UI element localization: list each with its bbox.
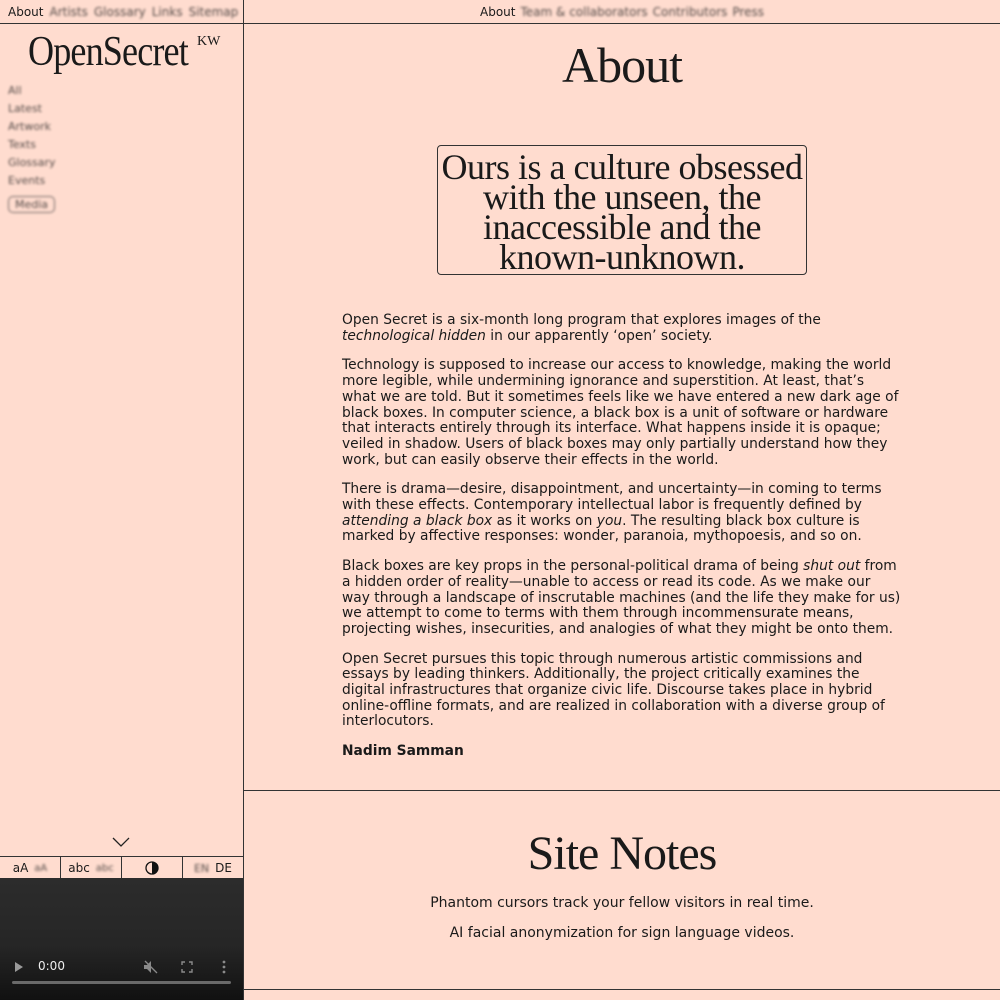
nav-artists[interactable]: Artists bbox=[49, 4, 88, 19]
site-logo[interactable]: OpenSecret bbox=[28, 29, 188, 75]
nav-links[interactable]: Links bbox=[151, 4, 183, 19]
contrast-toggle[interactable] bbox=[122, 857, 183, 879]
display-controls bbox=[0, 856, 243, 879]
font-size-alt: aA bbox=[34, 862, 48, 874]
kw-badge: KW bbox=[197, 34, 221, 49]
filter-latest[interactable]: Latest bbox=[8, 102, 42, 115]
contrast-icon bbox=[145, 861, 159, 875]
site-notes-title: Site Notes bbox=[527, 827, 717, 880]
nav-about[interactable]: About bbox=[8, 4, 44, 19]
paragraph-4: Black boxes are key props in the personal-political drama of being shut out from a hidden order of reality—unable to access or read its code. As we make our way through a landscape of inscrutable machines (and the life they make for us) we attempt to come to terms with them through incommensurate means, projecting wishes, insecurities, and analogies of what they might be onto them. bbox=[342, 558, 901, 637]
chevron-down-icon[interactable] bbox=[112, 836, 130, 848]
site-note-1: Phantom cursors track your fellow visitors in real time. bbox=[430, 895, 814, 911]
page-title: About bbox=[562, 37, 682, 93]
filter-media-pill[interactable]: Media bbox=[8, 196, 55, 213]
more-options-icon[interactable] bbox=[222, 960, 226, 974]
filter-texts[interactable]: Texts bbox=[8, 138, 36, 151]
font-style-active: abc bbox=[68, 861, 90, 875]
paragraph-2: Technology is supposed to increase our access to knowledge, making the world more legible, while undermining ignorance and superstition. At least, that’s what we are told. But it sometimes feels like we have entered a new dark age of black boxes. In computer science, a black box is a unit of software or hardware that interacts entirely through its interface. What happens inside it is opaque; veiled in shadow. Users of black boxes may only partially understand how they work, but can easily observe their effects in the world. bbox=[342, 357, 899, 468]
site-nav bbox=[0, 0, 243, 24]
about-text bbox=[342, 313, 902, 774]
paragraph-5: Open Secret pursues this topic through numerous artistic commissions and essays by leading thinkers. Additionally, the project critically examines the digital infrastructures that organize civic life. Discourse takes place in hybrid online-offline formats, and are realized in collaboration with a diverse group of interlocutors. bbox=[342, 650, 885, 730]
mute-icon[interactable] bbox=[143, 960, 158, 974]
video-controls bbox=[0, 950, 243, 1000]
font-size-active: aA bbox=[12, 861, 29, 875]
fullscreen-icon[interactable] bbox=[181, 961, 193, 973]
site-note-2: AI facial anonymization for sign language videos. bbox=[449, 925, 795, 941]
nav-sitemap[interactable]: Sitemap bbox=[188, 4, 239, 19]
play-icon[interactable] bbox=[14, 961, 24, 973]
filter-glossary[interactable]: Glossary bbox=[8, 156, 56, 169]
subnav-about[interactable]: About bbox=[480, 4, 516, 19]
filter-list bbox=[8, 82, 56, 213]
paragraph-3: There is drama—desire, disappointment, and uncertainty—in coming to terms with these effects. Contemporary intellectual labor is frequently defined by attending a black box as it works on you. The resulting black box culture is marked by affective responses: wonder, paranoia, mythopoesis, and so on. bbox=[342, 481, 882, 545]
subnav-contributors[interactable]: Contributors bbox=[652, 4, 728, 19]
video-progress-track[interactable] bbox=[12, 981, 231, 984]
filter-events[interactable]: Events bbox=[8, 174, 46, 187]
font-style-alt: abc bbox=[95, 862, 114, 874]
sign-language-video[interactable] bbox=[0, 878, 243, 1000]
sidebar bbox=[0, 0, 244, 1000]
pull-quote: Ours is a culture obsessed with the unseen, the inaccessible and the known-unknown. bbox=[437, 145, 807, 275]
language-toggle[interactable] bbox=[183, 857, 243, 879]
lang-de[interactable]: DE bbox=[215, 861, 232, 875]
subnav-team[interactable]: Team & collaborators bbox=[520, 4, 648, 19]
filter-all[interactable]: All bbox=[8, 84, 22, 97]
video-time: 0:00 bbox=[38, 959, 65, 973]
nav-glossary[interactable]: Glossary bbox=[93, 4, 146, 19]
section-divider-bottom bbox=[244, 989, 1000, 990]
font-style-toggle[interactable] bbox=[61, 857, 122, 879]
lang-en[interactable]: EN bbox=[193, 861, 210, 875]
section-divider bbox=[244, 790, 1000, 791]
author-signature: Nadim Samman bbox=[342, 743, 464, 760]
subnav-press[interactable]: Press bbox=[732, 4, 764, 19]
paragraph-1: Open Secret is a six-month long program that explores images of the technological hidden in our apparently ‘open’ society. bbox=[342, 312, 821, 344]
font-size-toggle[interactable] bbox=[0, 857, 61, 879]
about-subnav bbox=[244, 0, 1000, 24]
filter-artwork[interactable]: Artwork bbox=[8, 120, 51, 133]
